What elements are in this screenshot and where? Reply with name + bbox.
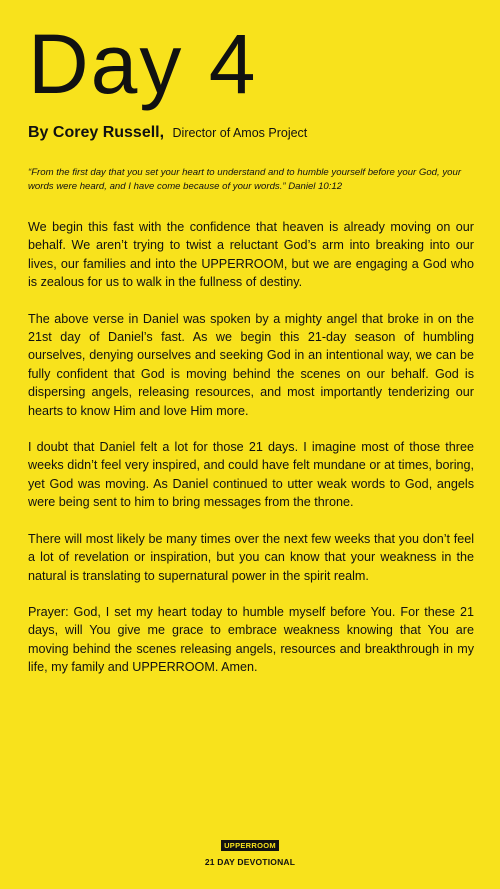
scripture-quote: “From the first day that you set your heart to understand and to humble yourself before your God, your words were heard, and I have come because of your words.” Daniel 10:12 [28,167,462,192]
devotional-body [28,218,474,695]
footer [0,835,500,867]
footer-label: 21 DAY DEVOTIONAL [204,857,296,867]
paragraph-4: There will most likely be many times over the next few weeks that you don’t feel a lot of revelation or inspiration, but you can know that your weakness in the natural is translating to supernatural power in the spirit realm. [28,531,474,583]
page-title: Day 4 [28,17,258,111]
byline [28,124,307,142]
author-role: Director of Amos Project [172,126,308,140]
paragraph-1: We begin this fast with the confidence that heaven is already moving on our behalf. We aren’t trying to twist a reluctant God’s arm into breaking into our lives, our families and into the UPPERROOM, but we are engaging a God who is zealous for us to walk in the fullness of destiny. [28,220,474,290]
paragraph-2: The above verse in Daniel was spoken by a mighty angel that broke in on the 21st day of Daniel’s fast. As we begin this 21-day season of humbling ourselves, denying ourselves and seeking God in an intentional way, we can be fully confident that God is moving behind the scenes on our behalf. God is dispersing angels, releasing resources, and most importantly tenderizing our hearts to know Him and love Him more. [28,311,474,418]
author-name: By Corey Russell, [28,124,165,141]
upperroom-logo: UPPERROOM [221,840,279,851]
paragraph-3: I doubt that Daniel felt a lot for those 21 days. I imagine most of those three weeks didn’t feel very inspired, and could have felt mundane or at times, boring, yet God was moving. As Daniel continued to utter weak words to God, angels were being sent to him to bring messages from the throne. [28,440,474,510]
prayer-paragraph: Prayer: God, I set my heart today to humble myself before You. For these 21 days, will You give me grace to embrace weakness knowing that You are moving behind the scenes releasing angels, resources and breakthrough in my life, my family and UPPERROOM. Amen. [28,604,474,675]
